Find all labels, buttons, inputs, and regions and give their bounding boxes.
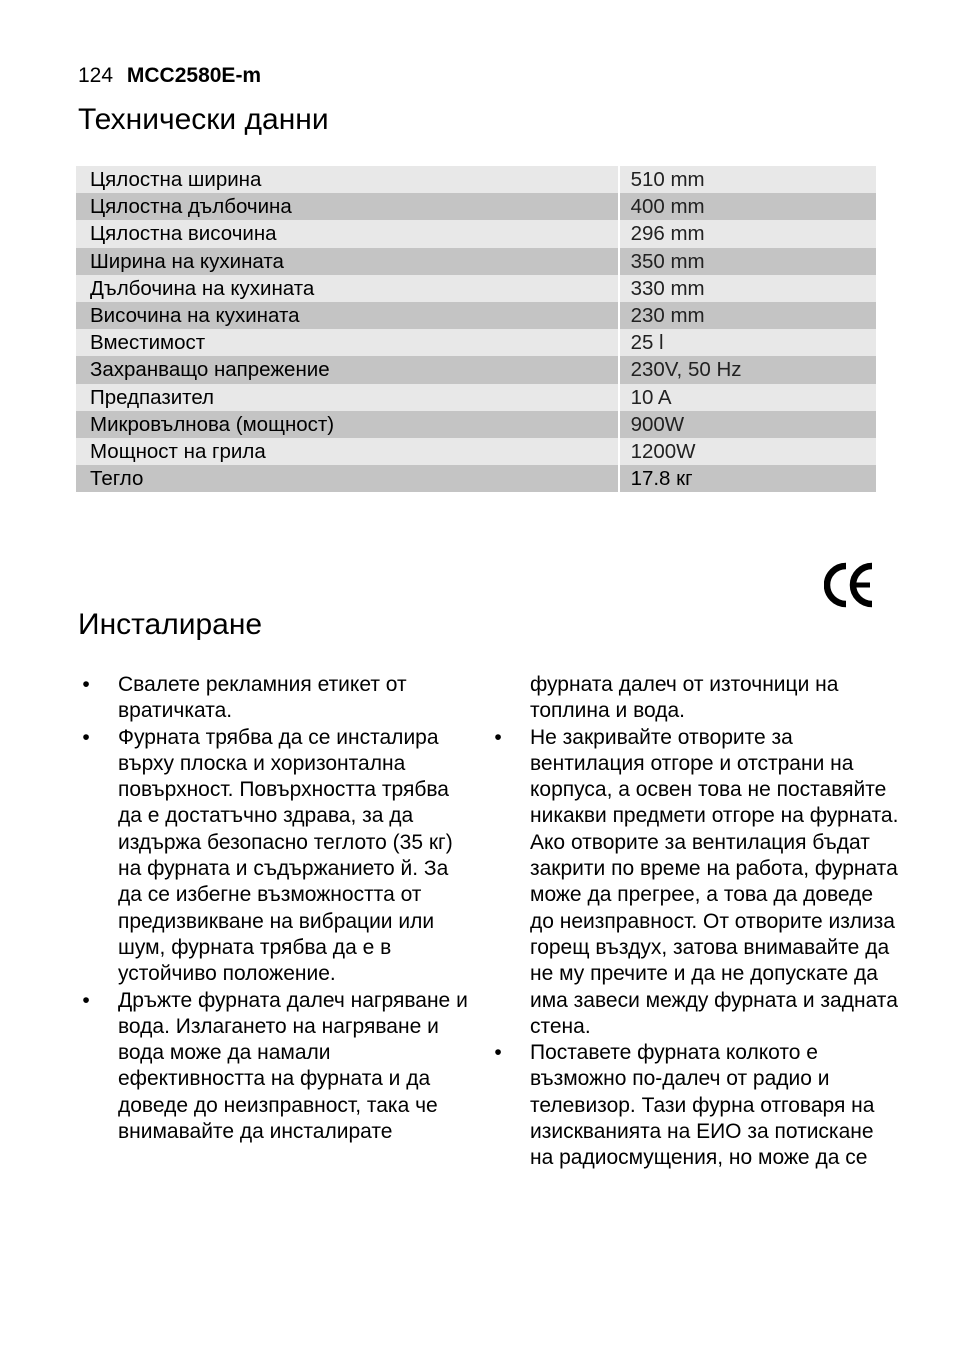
list-item [490,725,900,1041]
spec-value: 17.8 кг [619,465,876,492]
spec-value: 230 mm [619,302,876,329]
bullet-icon: • [82,725,90,749]
spec-value: 330 mm [619,275,876,302]
list-item-text: Свалете рекламния етикет от вратичката. [118,673,407,723]
spec-row [76,275,876,302]
spec-row [76,166,876,193]
spec-value: 900W [619,411,876,438]
spec-value: 230V, 50 Hz [619,356,876,383]
spec-label: Предпазител [76,384,619,411]
spec-label: Тегло [76,465,619,492]
spec-label: Цялостна дълбочина [76,193,619,220]
spec-value: 1200W [619,438,876,465]
spec-value: 10 A [619,384,876,411]
spec-label: Дълбочина на кухината [76,275,619,302]
model-name: MCC2580E-m [126,64,262,87]
ce-mark-icon [824,560,876,610]
list-item-text: Не закривайте отворите за вентилация отгоре и отстрани на корпуса, а освен това не поставяйте никакви предмети отгоре на фурната. Ако отворите за вентилация бъдат закрити по време на работа, фурната може да прегрее, а това да доведе до неизправност. От отворите излиза горещ въздух, затова внимавайте да не му пречите и да не допускате да има завеси между фурната и задната стена. [530,725,899,1038]
spec-value: 296 mm [619,220,876,247]
spec-value: 350 mm [619,248,876,275]
spec-label: Захранващо напрежение [76,356,619,383]
spec-row [76,248,876,275]
install-list [78,672,478,1145]
spec-row [76,438,876,465]
install-list [490,672,900,1172]
install-column-right [490,672,900,1172]
list-item-text: Фурната трябва да се инсталира върху плоска и хоризонтална повърхност. Повърхността трябва да е достатъчно здрава, за да издържа безопасно теглото (35 кг) на фурната и съдържанието й. За да се избегне възможността от предизвикване на вибрации или шум, фурната трябва да е в устойчиво положение. [118,725,453,986]
install-title: Инсталиране [78,608,263,641]
spec-table [76,166,876,492]
spec-label: Ширина на кухината [76,248,619,275]
list-item [490,1040,900,1171]
spec-value: 510 mm [619,166,876,193]
list-item-text: Дръжте фурната далеч нагряване и вода. Излагането на нагряване и вода може да намали ефективността на фурната и да доведе до неизправност, така че внимавайте да инсталирате [118,988,468,1144]
spec-row [76,302,876,329]
spec-label: Вместимост [76,329,619,356]
list-item-continuation [490,672,900,725]
tech-data-title: Технически данни [78,103,329,136]
spec-value: 400 mm [619,193,876,220]
bullet-icon: • [494,1041,502,1065]
spec-label: Микровълнова (мощност) [76,411,619,438]
spec-row [76,411,876,438]
bullet-icon: • [82,673,90,696]
spec-label: Мощност на грила [76,438,619,465]
list-item-text: Поставете фурната колкото е възможно по-далеч от радио и телевизор. Тази фурна отговаря на изискванията на ЕИО за потискане на радиосмущения, но може да се [530,1041,875,1170]
list-item [78,988,478,1146]
list-item [78,725,478,988]
spec-label: Цялостна височина [76,220,619,247]
spec-row [76,329,876,356]
page-number: 124 [78,64,114,87]
bullet-icon: • [494,725,502,749]
spec-label: Височина на кухината [76,302,619,329]
list-item-text: фурната далеч от източници на топлина и вода. [530,673,839,723]
bullet-icon: • [82,988,90,1012]
spec-row [76,356,876,383]
spec-row [76,384,876,411]
page-header [78,64,261,88]
install-column-left [78,672,478,1145]
spec-row [76,193,876,220]
spec-row [76,465,876,492]
spec-label: Цялостна ширина [76,166,619,193]
spec-row [76,220,876,247]
spec-value: 25 l [619,329,876,356]
list-item [78,672,478,725]
